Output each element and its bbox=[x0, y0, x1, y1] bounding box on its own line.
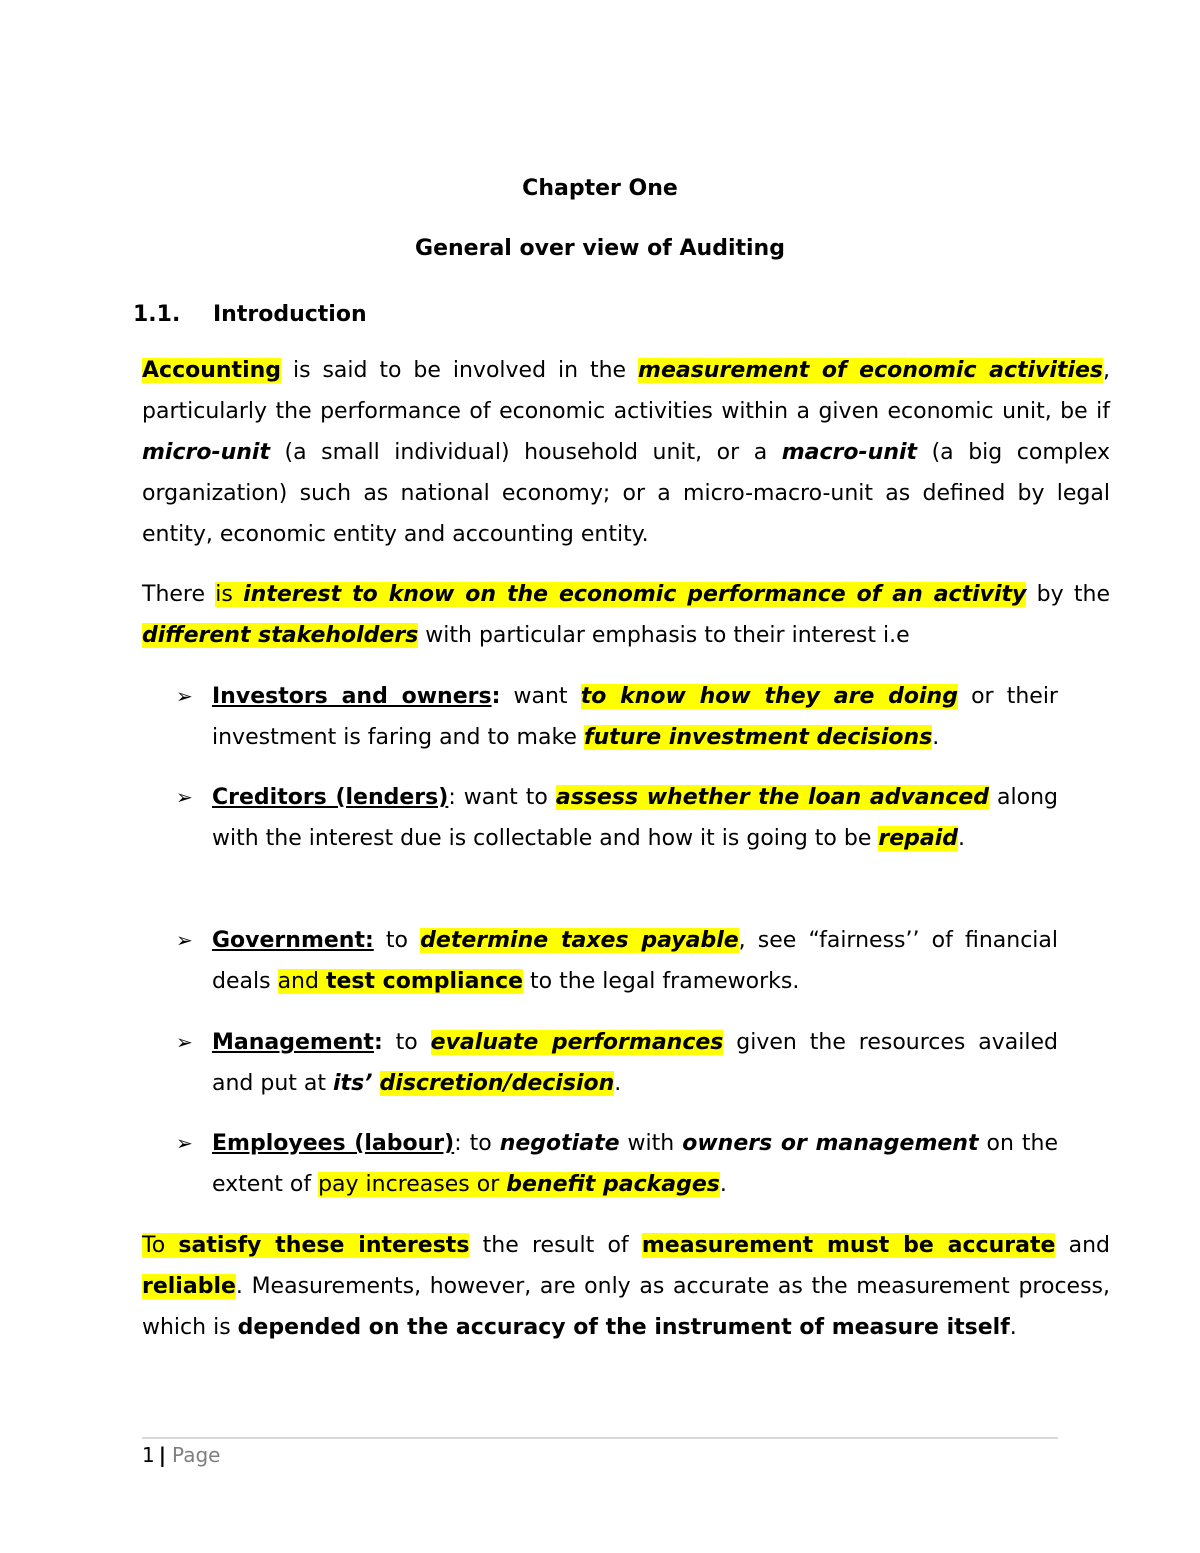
text-span: want to bbox=[455, 785, 556, 810]
list-item-employees bbox=[176, 1123, 1058, 1205]
text-span: : bbox=[491, 684, 501, 709]
footer-separator: | bbox=[158, 1443, 167, 1467]
text-span: , see “fairness’’ of financial deals bbox=[212, 928, 1058, 994]
text-span bbox=[373, 1071, 380, 1096]
text-span: : bbox=[454, 1131, 462, 1156]
list-item-government bbox=[176, 920, 1058, 1002]
list-item-investors bbox=[176, 676, 1058, 758]
text-span: There bbox=[142, 582, 216, 607]
text-span: or their investment is faring and to make bbox=[212, 684, 1058, 750]
term-measurement: measurement of economic activities bbox=[638, 358, 1104, 383]
section-number: 1.1. bbox=[133, 302, 181, 327]
list-item-creditors bbox=[176, 777, 1058, 859]
text-span: . bbox=[958, 826, 966, 851]
text-span: by the bbox=[1026, 582, 1110, 607]
highlight-span: satisfy these interests bbox=[178, 1233, 470, 1258]
text-span: along with the interest due is collectable and how it is going to be bbox=[212, 785, 1058, 851]
text-span: to bbox=[373, 928, 421, 953]
highlight-span: reliable bbox=[142, 1274, 236, 1299]
footer-divider bbox=[142, 1437, 1058, 1439]
text-span: with particular emphasis to their interest i.e bbox=[418, 623, 910, 648]
text-span: to bbox=[461, 1131, 500, 1156]
text-span: (a big complex organization) such as national economy; or a micro-macro-unit as defined by legal entity, economic entity and accounting entity. bbox=[142, 440, 1111, 547]
stakeholder-label: Creditors (lenders) bbox=[212, 785, 449, 810]
term-accounting: Accounting bbox=[142, 358, 282, 383]
document-title: General over view of Auditing bbox=[415, 236, 785, 261]
text-span: given the resources availed and put at bbox=[212, 1030, 1059, 1096]
stakeholder-label: Investors and owners bbox=[212, 684, 492, 709]
text-span: . bbox=[614, 1071, 622, 1096]
text-span: (a small individual) household unit, or a bbox=[269, 440, 782, 465]
conclusion-paragraph bbox=[142, 1225, 1110, 1348]
text-span: to the legal frameworks. bbox=[523, 969, 800, 994]
term-micro-unit: micro-unit bbox=[142, 440, 270, 465]
text-span: is bbox=[215, 582, 244, 607]
intro-paragraph bbox=[142, 350, 1110, 555]
highlight-span: To bbox=[142, 1233, 179, 1258]
text-span: negotiate bbox=[499, 1131, 620, 1156]
section-heading bbox=[133, 302, 367, 327]
text-span: the result of bbox=[469, 1233, 642, 1258]
highlight-span: benefit packages bbox=[506, 1172, 720, 1197]
highlight-span: pay increases or bbox=[318, 1172, 507, 1197]
stakeholder-label: Employees (labour) bbox=[212, 1131, 455, 1156]
text-span: . bbox=[1009, 1315, 1017, 1340]
text-span: its’ bbox=[333, 1071, 373, 1096]
highlight-span: determine taxes payable bbox=[420, 928, 739, 953]
text-span: owners or management bbox=[682, 1131, 979, 1156]
term-macro-unit: macro-unit bbox=[781, 440, 918, 465]
list-item-management bbox=[176, 1022, 1059, 1104]
highlight-span: repaid bbox=[878, 826, 959, 851]
text-span: is said to be involved in the bbox=[281, 358, 639, 383]
interest-paragraph bbox=[142, 574, 1110, 656]
text-span: on the extent of bbox=[212, 1131, 1058, 1197]
chapter-title: Chapter One bbox=[522, 176, 678, 201]
text-span: and bbox=[1055, 1233, 1111, 1258]
arrow-bullet-icon: ➢ bbox=[176, 928, 193, 952]
highlight-span: test compliance bbox=[325, 969, 524, 994]
text-span: . bbox=[719, 1172, 727, 1197]
arrow-bullet-icon: ➢ bbox=[176, 785, 193, 809]
arrow-bullet-icon: ➢ bbox=[176, 1131, 193, 1155]
term-interest: interest to know on the economic performance of an activity bbox=[243, 582, 1027, 607]
section-label: Introduction bbox=[213, 302, 367, 327]
text-span: want bbox=[500, 684, 581, 709]
text-span: with bbox=[619, 1131, 683, 1156]
text-span: . bbox=[932, 725, 940, 750]
highlight-span: future investment decisions bbox=[583, 725, 933, 750]
highlight-span: to know how they are doing bbox=[580, 684, 958, 709]
stakeholder-label: Government: bbox=[212, 928, 374, 953]
highlight-span: discretion/decision bbox=[379, 1071, 615, 1096]
text-span: depended on the accuracy of the instrument of measure itself bbox=[237, 1315, 1010, 1340]
page-number: 1 bbox=[142, 1443, 155, 1467]
highlight-span: and bbox=[277, 969, 326, 994]
page-label: Page bbox=[172, 1443, 221, 1467]
stakeholder-label: Management bbox=[212, 1030, 374, 1055]
arrow-bullet-icon: ➢ bbox=[176, 684, 193, 708]
text-span: , particularly the performance of economic activities within a given economic unit, be if bbox=[142, 358, 1111, 424]
text-span: : bbox=[448, 785, 456, 810]
text-span: : bbox=[373, 1030, 383, 1055]
term-stakeholders: different stakeholders bbox=[142, 623, 419, 648]
highlight-span: assess whether the loan advanced bbox=[555, 785, 990, 810]
arrow-bullet-icon: ➢ bbox=[176, 1030, 193, 1054]
highlight-span: measurement must be accurate bbox=[641, 1233, 1056, 1258]
page-footer bbox=[142, 1442, 220, 1468]
text-span: to bbox=[382, 1030, 431, 1055]
text-span: . Measurements, however, are only as accurate as the measurement process, which is bbox=[142, 1274, 1110, 1340]
highlight-span: evaluate performances bbox=[430, 1030, 724, 1055]
